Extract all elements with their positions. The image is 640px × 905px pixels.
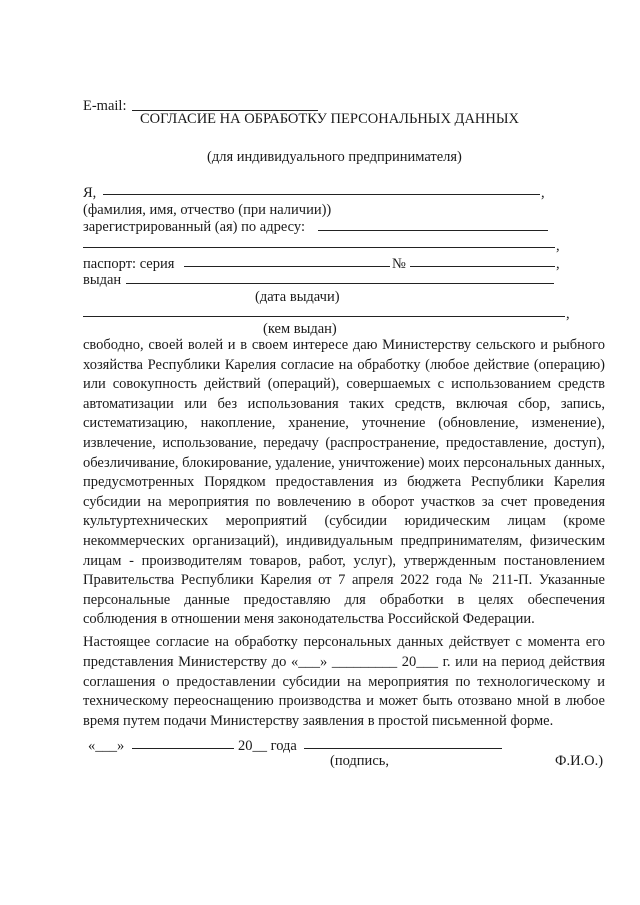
document-title: СОГЛАСИЕ НА ОБРАБОТКУ ПЕРСОНАЛЬНЫХ ДАННЫХ [140, 111, 519, 127]
address-label: зарегистрированный (ая) по адресу: [83, 219, 305, 235]
passport-number-field[interactable] [410, 266, 555, 267]
comma-mark-2: , [556, 238, 560, 254]
passport-label: паспорт: серия [83, 256, 175, 272]
footer-year: 20__ года [238, 738, 297, 754]
number-label: № [392, 256, 406, 272]
comma-mark-4: , [566, 306, 570, 322]
ya-label: Я, [83, 185, 97, 201]
signature-hint: (подпись, [330, 753, 389, 769]
issuer-hint: (кем выдан) [263, 321, 337, 337]
fio-hint: (фамилия, имя, отчество (при наличии)) [83, 202, 332, 218]
issued-field[interactable] [126, 283, 554, 284]
issuer-field[interactable] [83, 316, 565, 317]
date-hint: (дата выдачи) [255, 289, 340, 305]
address-field-2[interactable] [83, 247, 555, 248]
email-row [83, 97, 127, 115]
footer-month-field[interactable] [132, 748, 234, 749]
issued-label: выдан [83, 272, 122, 288]
fio-field[interactable] [103, 194, 540, 195]
email-label: E-mail: [83, 98, 127, 114]
comma-mark: , [541, 185, 545, 201]
footer-date-open: «___» [88, 738, 125, 754]
passport-series-field[interactable] [184, 266, 390, 267]
signature-field[interactable] [304, 748, 502, 749]
fio-signature-hint: Ф.И.О.) [555, 753, 604, 769]
comma-mark-3: , [556, 256, 560, 272]
address-field[interactable] [318, 230, 548, 231]
document-subtitle: (для индивидуального предпринимателя) [207, 149, 462, 165]
consent-paragraph: свободно, своей волей и в своем интересе даю Министерству сельского и рыбного хозяйства Республики Карелия согласие на обработку (любое действие (операцию) или совокупность действий (операций), совершаемых с использованием средств автоматизации или без использования таких средств, включая сбор, запись, систематизацию, накопление, хранение, уточнение (обновление, изменение), извлечение, использование, передачу (распространение, предоставление, доступ), обезличивание, блокирование, удаление, уничтожение) моих персональных данных, предусмотренных Порядком предоставления из бюджета Республики Карелия субсидии на мероприятия по вовлечению в оборот участков за счет проведения культуртехнических мероприятий (субсидии юридическим лицам (кроме некоммерческих организаций), индивидуальным предпринимателям, физическим лицам - производителям товаров, работ, услуг), утвержденным постановлением Правительства Республики Карелия от 7 апреля 2022 года № 211-П. Указанные персональные данные предоставляю для обработки в целях обеспечения соблюдения в отношении меня законодательства Российской Федерации. [83, 337, 605, 628]
validity-paragraph: Настоящее согласие на обработку персональных данных действует с момента его представления Министерству до «___» _________ 20___ г. или на период действия соглашения о предоставлении субсидии на мероприятия по технологическому и техническому переоснащению производства и может быть отозвано мной в любое время путем подачи Министерству заявления в простой письменной форме. [83, 634, 605, 730]
